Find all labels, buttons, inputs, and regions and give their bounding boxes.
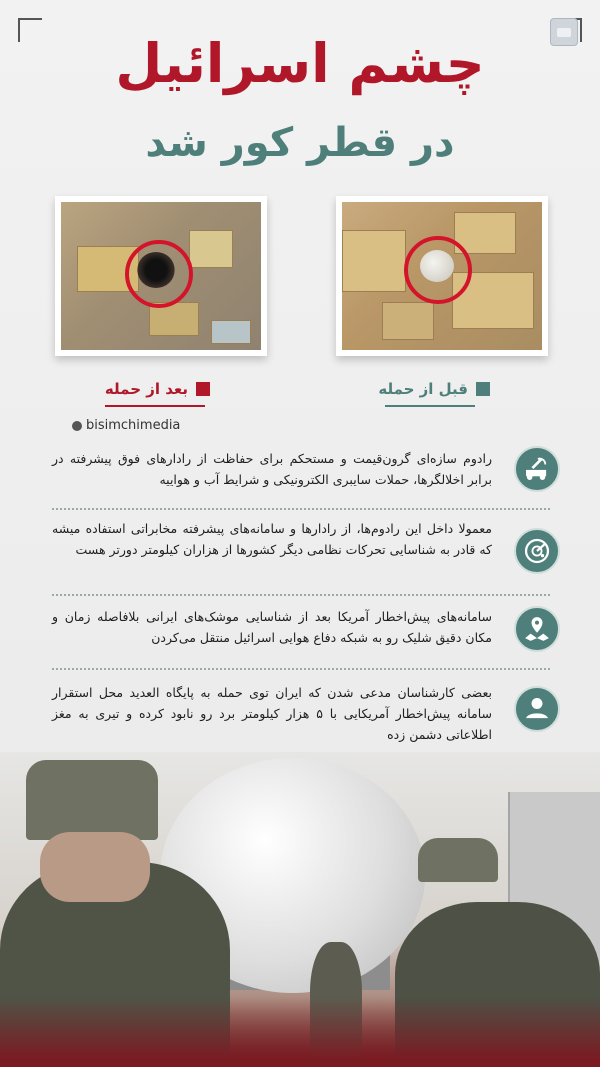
divider: [52, 668, 550, 670]
soldier-cap-left: [26, 760, 158, 840]
photo-after-attack: [55, 196, 267, 356]
radar-vehicle-icon: [514, 446, 560, 492]
ground-overlay: [0, 997, 600, 1067]
list-item: [52, 682, 560, 742]
social-handle-text: bisimchimedia: [86, 418, 181, 433]
label-before-attack: قبل از حمله: [378, 380, 468, 398]
list-item-text: سامانه‌های پیش‌اخطار آمریکا بعد از شناسایی موشک‌های ایرانی بلافاصله زمان و مکان دقیق شلیک رو به شبکه دفاع هوایی اسرائیل منتقل می‌کردن: [52, 609, 492, 645]
radome-photo: [0, 752, 600, 1067]
photo-before-attack: [336, 196, 548, 356]
divider: [52, 508, 550, 510]
list-item: [52, 518, 560, 584]
user-icon: [514, 686, 560, 732]
page-subtitle: در قطر کور شد: [145, 120, 455, 166]
page-title: چشم اسرائیل: [115, 32, 485, 95]
map-pin-icon: [514, 606, 560, 652]
label-underline-before: [385, 405, 475, 407]
divider: [52, 594, 550, 596]
label-underline-after: [105, 405, 205, 407]
list-item-text: بعضی کارشناسان مدعی شدن که ایران توی حمله به پایگاه العدید محل استقرار سامانه پیش‌اخطار آمریکایی با ۵ هزار کیلومتر برد رو نابود کرده و تیری به مغز اطلاعاتی دشمن زده: [52, 685, 492, 742]
list-item-text: رادوم سازه‌ای گرون‌قیمت و مستحکم برای حفاظت از رادارهای فوق پیشرفته در برابر اخلالگرها، حملات سایبری الکترونیکی و شرایط آب و هواییه: [52, 451, 492, 487]
list-item-text: معمولا داخل این رادوم‌ها، از رادارها و سامانه‌های پیشرفته مخابراتی استفاده میشه که قادر به شناسایی تحرکات نظامی دیگر کشورها از هزاران کیلومتر دورتر هست: [52, 521, 492, 557]
radar-scope-icon: [514, 528, 560, 574]
soldier-head-left: [40, 832, 150, 902]
label-after-attack: بعد از حمله: [104, 380, 188, 398]
list-item: [52, 604, 560, 654]
soldier-cap-right: [418, 838, 498, 882]
target-circle-before: [404, 236, 472, 304]
telegram-icon: [72, 421, 82, 431]
satellite-image-after: [61, 202, 261, 350]
satellite-image-before: [342, 202, 542, 350]
target-circle-after: [125, 240, 193, 308]
social-handle: [72, 418, 180, 433]
list-item: [52, 446, 560, 496]
